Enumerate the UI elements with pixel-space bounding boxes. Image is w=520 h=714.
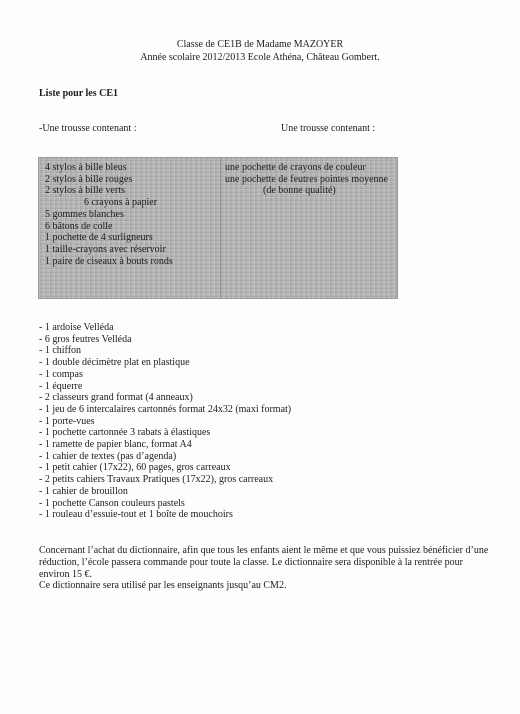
left-pencil-case-list <box>45 162 173 267</box>
right-pencil-case-label: Une trousse contenant : <box>281 123 376 134</box>
dictionary-note-paragraph: Concernant l’achat du dictionnaire, afin que tous les enfants aient le même et que vous puissiez bénéficier d’une réduction, l’école passera commande pour toute la classe. Le dictionnaire sera disponible à la rentrée pour environ 15 €. <box>39 545 489 580</box>
list-item: - 1 ardoise Velléda <box>39 322 114 333</box>
list-item: - 1 chiffon <box>39 345 82 357</box>
dictionary-note <box>39 545 489 592</box>
list-item: (de bonne qualité) <box>263 185 336 197</box>
list-item: - 1 équerre <box>39 380 83 392</box>
right-pencil-case-list <box>225 162 388 197</box>
supply-list <box>39 322 291 521</box>
list-item: - 1 rouleau d’essuie-tout et 1 boîte de mouchoirs <box>39 509 233 521</box>
list-item: 1 taille-crayons avec réservoir <box>45 243 166 255</box>
pencil-case-contents-box <box>38 157 398 299</box>
list-item: - 2 classeurs grand format (4 anneaux) <box>39 392 193 404</box>
list-item: - 1 compas <box>39 368 83 380</box>
list-item: 1 paire de ciseaux à bouts ronds <box>45 255 173 267</box>
list-item: 5 gommes blanches <box>45 208 124 220</box>
list-item: 6 bâtons de colle <box>45 220 113 232</box>
list-item: 6 crayons à papier <box>84 197 158 209</box>
list-item: - 1 cahier de brouillon <box>39 485 128 497</box>
list-item: une pochette de feutres pointes moyenne <box>225 173 388 185</box>
list-item: - 1 jeu de 6 intercalaires cartonnés format 24x32 (maxi format) <box>39 403 292 415</box>
list-item: 1 pochette de 4 surligneurs <box>45 232 153 244</box>
header-school-line: Année scolaire 2012/2013 Ecole Athéna, Château Gombert. <box>140 52 380 63</box>
list-item: une pochette de crayons de couleur <box>225 162 366 173</box>
dictionary-note-paragraph: Ce dictionnaire sera utilisé par les enseignants jusqu’au CM2. <box>39 580 287 592</box>
list-item: 2 stylos à bille verts <box>45 185 125 197</box>
document-header <box>0 38 520 64</box>
list-item: 2 stylos à bille rouges <box>45 173 133 185</box>
box-divider <box>220 158 221 298</box>
list-item: - 1 pochette Canson couleurs pastels <box>39 497 185 509</box>
list-item: - 1 ramette de papier blanc, format A4 <box>39 439 192 451</box>
list-item: - 1 double décimètre plat en plastique <box>39 357 190 369</box>
list-item: - 1 pochette cartonnée 3 rabats à élastiques <box>39 427 211 439</box>
list-item: - 1 petit cahier (17x22), 60 pages, gros carreaux <box>39 462 231 474</box>
list-item: - 1 cahier de textes (pas d’agenda) <box>39 450 177 462</box>
list-item: - 2 petits cahiers Travaux Pratiques (17x22), gros carreaux <box>39 474 274 486</box>
section-title: Liste pour les CE1 <box>39 88 118 99</box>
left-pencil-case-label: -Une trousse contenant : <box>39 123 137 134</box>
header-class-line: Classe de CE1B de Madame MAZOYER <box>176 39 344 50</box>
list-item: - 6 gros feutres Velléda <box>39 333 132 345</box>
list-item: - 1 porte-vues <box>39 415 95 427</box>
list-item: 4 stylos à bille bleus <box>45 162 127 173</box>
